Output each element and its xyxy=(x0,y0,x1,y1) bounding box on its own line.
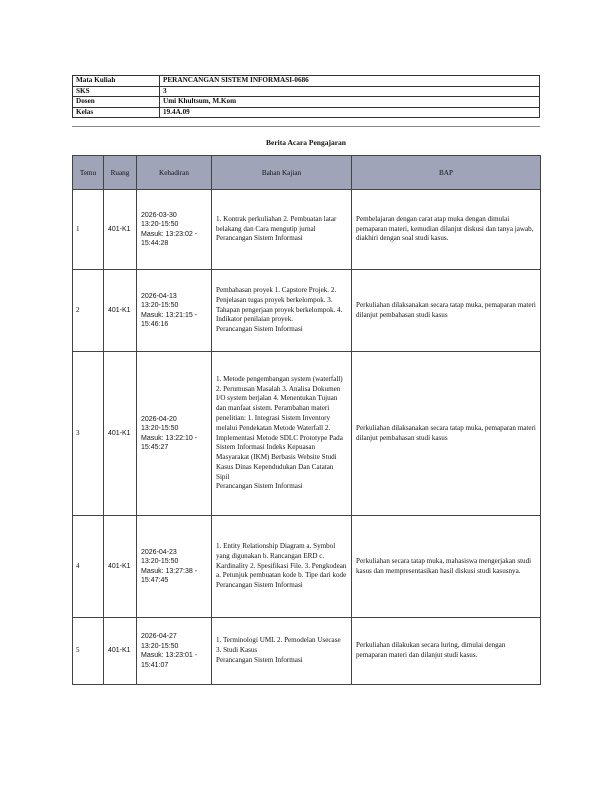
row-kehadiran-cell-line: 13:20-15:50 xyxy=(141,558,179,565)
row-ruang-cell-line: 401-K1 xyxy=(108,562,131,570)
row-kehadiran-cell-line: 13:20-15:50 xyxy=(141,221,179,228)
row-bahan-kajian-cell xyxy=(212,270,352,352)
row-kehadiran-cell xyxy=(137,352,212,516)
table-row xyxy=(73,516,541,618)
row-temu-cell xyxy=(73,270,104,352)
row-bahan-kajian-cell-line: Perancangan Sistem Informasi xyxy=(216,581,303,590)
row-ruang-cell xyxy=(104,190,137,270)
row-bahan-kajian-cell xyxy=(212,516,352,618)
info-row-dosen xyxy=(73,97,540,108)
row-kehadiran-cell xyxy=(137,270,212,352)
table-row xyxy=(73,190,541,270)
row-bap-cell xyxy=(352,618,541,685)
divider xyxy=(72,126,540,127)
info-value: 19.4A.09 xyxy=(160,107,540,118)
table-row xyxy=(73,352,541,516)
row-kehadiran-cell-line: 13:20-15:50 xyxy=(141,302,179,309)
row-bap-cell xyxy=(352,270,541,352)
row-ruang-cell xyxy=(104,618,137,685)
row-bahan-kajian-cell-line: 1. Metode pengembangan system (waterfall) 2. Perumusan Masalah 3. Analisa Dokumen I/O system berjalan 4. Menentukan Tujuan dan manfaat sistem. Perambahan materi penelitian: 1. Integrasi Sistem Inventory melalui Pendekatan Metode Waterfall 2. Implementasi Metode SDLC Prototype Pada Sistem Informasi Indeks Kepuasan Masyarakat (IKM) Berbasis Website Studi Kasus Dinas Kependudukan Dan Catatan Sipil xyxy=(216,374,343,481)
row-ruang-cell-line: 401-K1 xyxy=(108,429,131,437)
header-ruang: Ruang xyxy=(104,156,137,190)
info-label: Kelas xyxy=(73,107,160,118)
row-temu-cell-line: 2 xyxy=(76,305,80,314)
table-row xyxy=(73,270,541,352)
header-kehadiran: Kehadiran xyxy=(137,156,212,190)
row-kehadiran-cell-line: 13:20-15:50 xyxy=(141,425,179,432)
row-temu-cell-line: 5 xyxy=(76,646,80,655)
table-row xyxy=(73,618,541,685)
row-temu-cell-line: 4 xyxy=(76,561,80,570)
row-kehadiran-cell-line: 15:47:45 xyxy=(141,577,169,584)
info-value: Umi Khultsum, M.Kom xyxy=(160,97,540,108)
row-temu-cell-line: 3 xyxy=(76,428,80,437)
header-bahan-kajian: Bahan Kajian xyxy=(212,156,352,190)
row-kehadiran-cell-line: 2026-04-20 xyxy=(141,415,177,423)
info-value: 3 xyxy=(160,86,540,97)
row-kehadiran-cell-line: Masuk: 13:23:02 - xyxy=(141,230,198,238)
info-value: PERANCANGAN SISTEM INFORMASI-0686 xyxy=(160,76,540,87)
row-kehadiran-cell-line: 2026-04-13 xyxy=(141,292,177,300)
table-body xyxy=(73,190,541,685)
info-label: SKS xyxy=(73,86,160,97)
row-kehadiran-cell-line: Masuk: 13:23:01 - xyxy=(141,652,198,659)
row-bap-cell-line: Pembelajaran dengan carat atap muka dengan dimulai pemaparan materi, kemudian dilanjut diskusi dan tanya jawab, diakhiri dengan soal studi kasus. xyxy=(356,214,534,243)
row-ruang-cell-line: 401-K1 xyxy=(108,647,131,655)
row-temu-cell xyxy=(73,352,104,516)
header-temu: Temu xyxy=(73,156,104,190)
info-row-kelas xyxy=(73,107,540,118)
info-row-sks xyxy=(73,86,540,97)
row-kehadiran-cell-line: 2026-04-23 xyxy=(141,548,177,556)
row-ruang-cell-line: 401-K1 xyxy=(108,306,131,314)
row-bahan-kajian-cell xyxy=(212,190,352,270)
info-label: Dosen xyxy=(73,97,160,108)
row-bahan-kajian-cell-line: Perancangan Sistem Informasi xyxy=(216,482,303,491)
row-kehadiran-cell-line: Masuk: 13:21:15 - xyxy=(141,311,198,319)
info-row-mata-kuliah xyxy=(73,76,540,87)
row-ruang-cell-line: 401-K1 xyxy=(108,225,131,233)
row-ruang-cell xyxy=(104,516,137,618)
row-bahan-kajian-cell-line: 1. Terminologi UML 2. Pemodelan Usecase 3. Studi Kasus xyxy=(216,636,341,655)
row-ruang-cell xyxy=(104,352,137,516)
row-kehadiran-cell-line: 15:41:07 xyxy=(141,661,169,669)
row-temu-cell-line: 1 xyxy=(76,224,80,233)
row-kehadiran-cell-line: 2026-04-27 xyxy=(141,633,177,640)
row-bap-cell xyxy=(352,352,541,516)
row-bahan-kajian-cell-line: 1. Entity Relationship Diagram a. Symbol yang digunakan b. Rancangan ERD c. Kardinality 2. Spesifikasi File. 3. Pengkodean a. Petunjuk pembuatan kode b. Tipe dari kode xyxy=(216,542,347,580)
row-bahan-kajian-cell-line: Perancangan Sistem Informasi xyxy=(216,655,303,664)
row-kehadiran-cell-line: 15:46:16 xyxy=(141,321,169,328)
row-bahan-kajian-cell-line: Pembahasan proyek 1. Capstore Projek. 2. Penjelasan tugas proyek berkelompok. 3. Tahapan pengerjaan proyek berkelompok. 4. Indikator penilaian proyek. xyxy=(216,286,343,324)
row-temu-cell xyxy=(73,516,104,618)
row-temu-cell xyxy=(73,618,104,685)
row-kehadiran-cell xyxy=(137,516,212,618)
row-bap-cell xyxy=(352,516,541,618)
row-kehadiran-cell-line: Masuk: 13:27:38 - xyxy=(141,567,198,575)
header-bap: BAP xyxy=(352,156,541,190)
row-kehadiran-cell xyxy=(137,618,212,685)
row-bahan-kajian-cell xyxy=(212,352,352,516)
row-bahan-kajian-cell xyxy=(212,618,352,685)
row-bahan-kajian-cell-line: 1. Kontrak perkuliahan 2. Pembuatan latar belakang dan Cara mengutip jurnal xyxy=(216,214,337,233)
course-info-table xyxy=(72,75,540,118)
row-kehadiran-cell-line: 15:44:28 xyxy=(141,240,169,247)
info-label: Mata Kuliah xyxy=(73,76,160,87)
row-kehadiran-cell-line: 13:20-15:50 xyxy=(141,642,179,650)
row-bap-cell-line: Perkuliahan dilaksanakan secara tatap muka, pemaparan materi dilanjut pembahasan studi kasus xyxy=(356,423,536,442)
row-kehadiran-cell-line: Masuk: 13:22:10 - xyxy=(141,434,198,442)
row-bap-cell-line: Perkuliahan secara tatap muka, mahasiswa mengerjakan studi kasus dan mempresentasikan hasil diskusi studi kasusnya. xyxy=(356,556,532,575)
row-bahan-kajian-cell-line: Perancangan Sistem Informasi xyxy=(216,325,303,334)
document-title: Berita Acara Pengajaran xyxy=(266,138,346,147)
row-kehadiran-cell-line: 15:45:27 xyxy=(141,444,169,451)
teaching-record-table xyxy=(72,155,541,685)
row-kehadiran-cell xyxy=(137,190,212,270)
row-temu-cell xyxy=(73,190,104,270)
row-bahan-kajian-cell-line: Perancangan Sistem Informasi xyxy=(216,234,303,243)
row-ruang-cell xyxy=(104,270,137,352)
row-bap-cell-line: Perkuliahan dilakukan secara luring, dimulai dengan pemaparan materi dan dilanjut studi kasus. xyxy=(356,641,506,659)
row-bap-cell xyxy=(352,190,541,270)
row-bap-cell-line: Perkuliahan dilaksanakan secara tatap muka, pemaparan materi dilanjut pembahasan studi kasus xyxy=(356,300,536,319)
table-header-row xyxy=(73,156,541,190)
row-kehadiran-cell-line: 2026-03-30 xyxy=(141,211,177,219)
